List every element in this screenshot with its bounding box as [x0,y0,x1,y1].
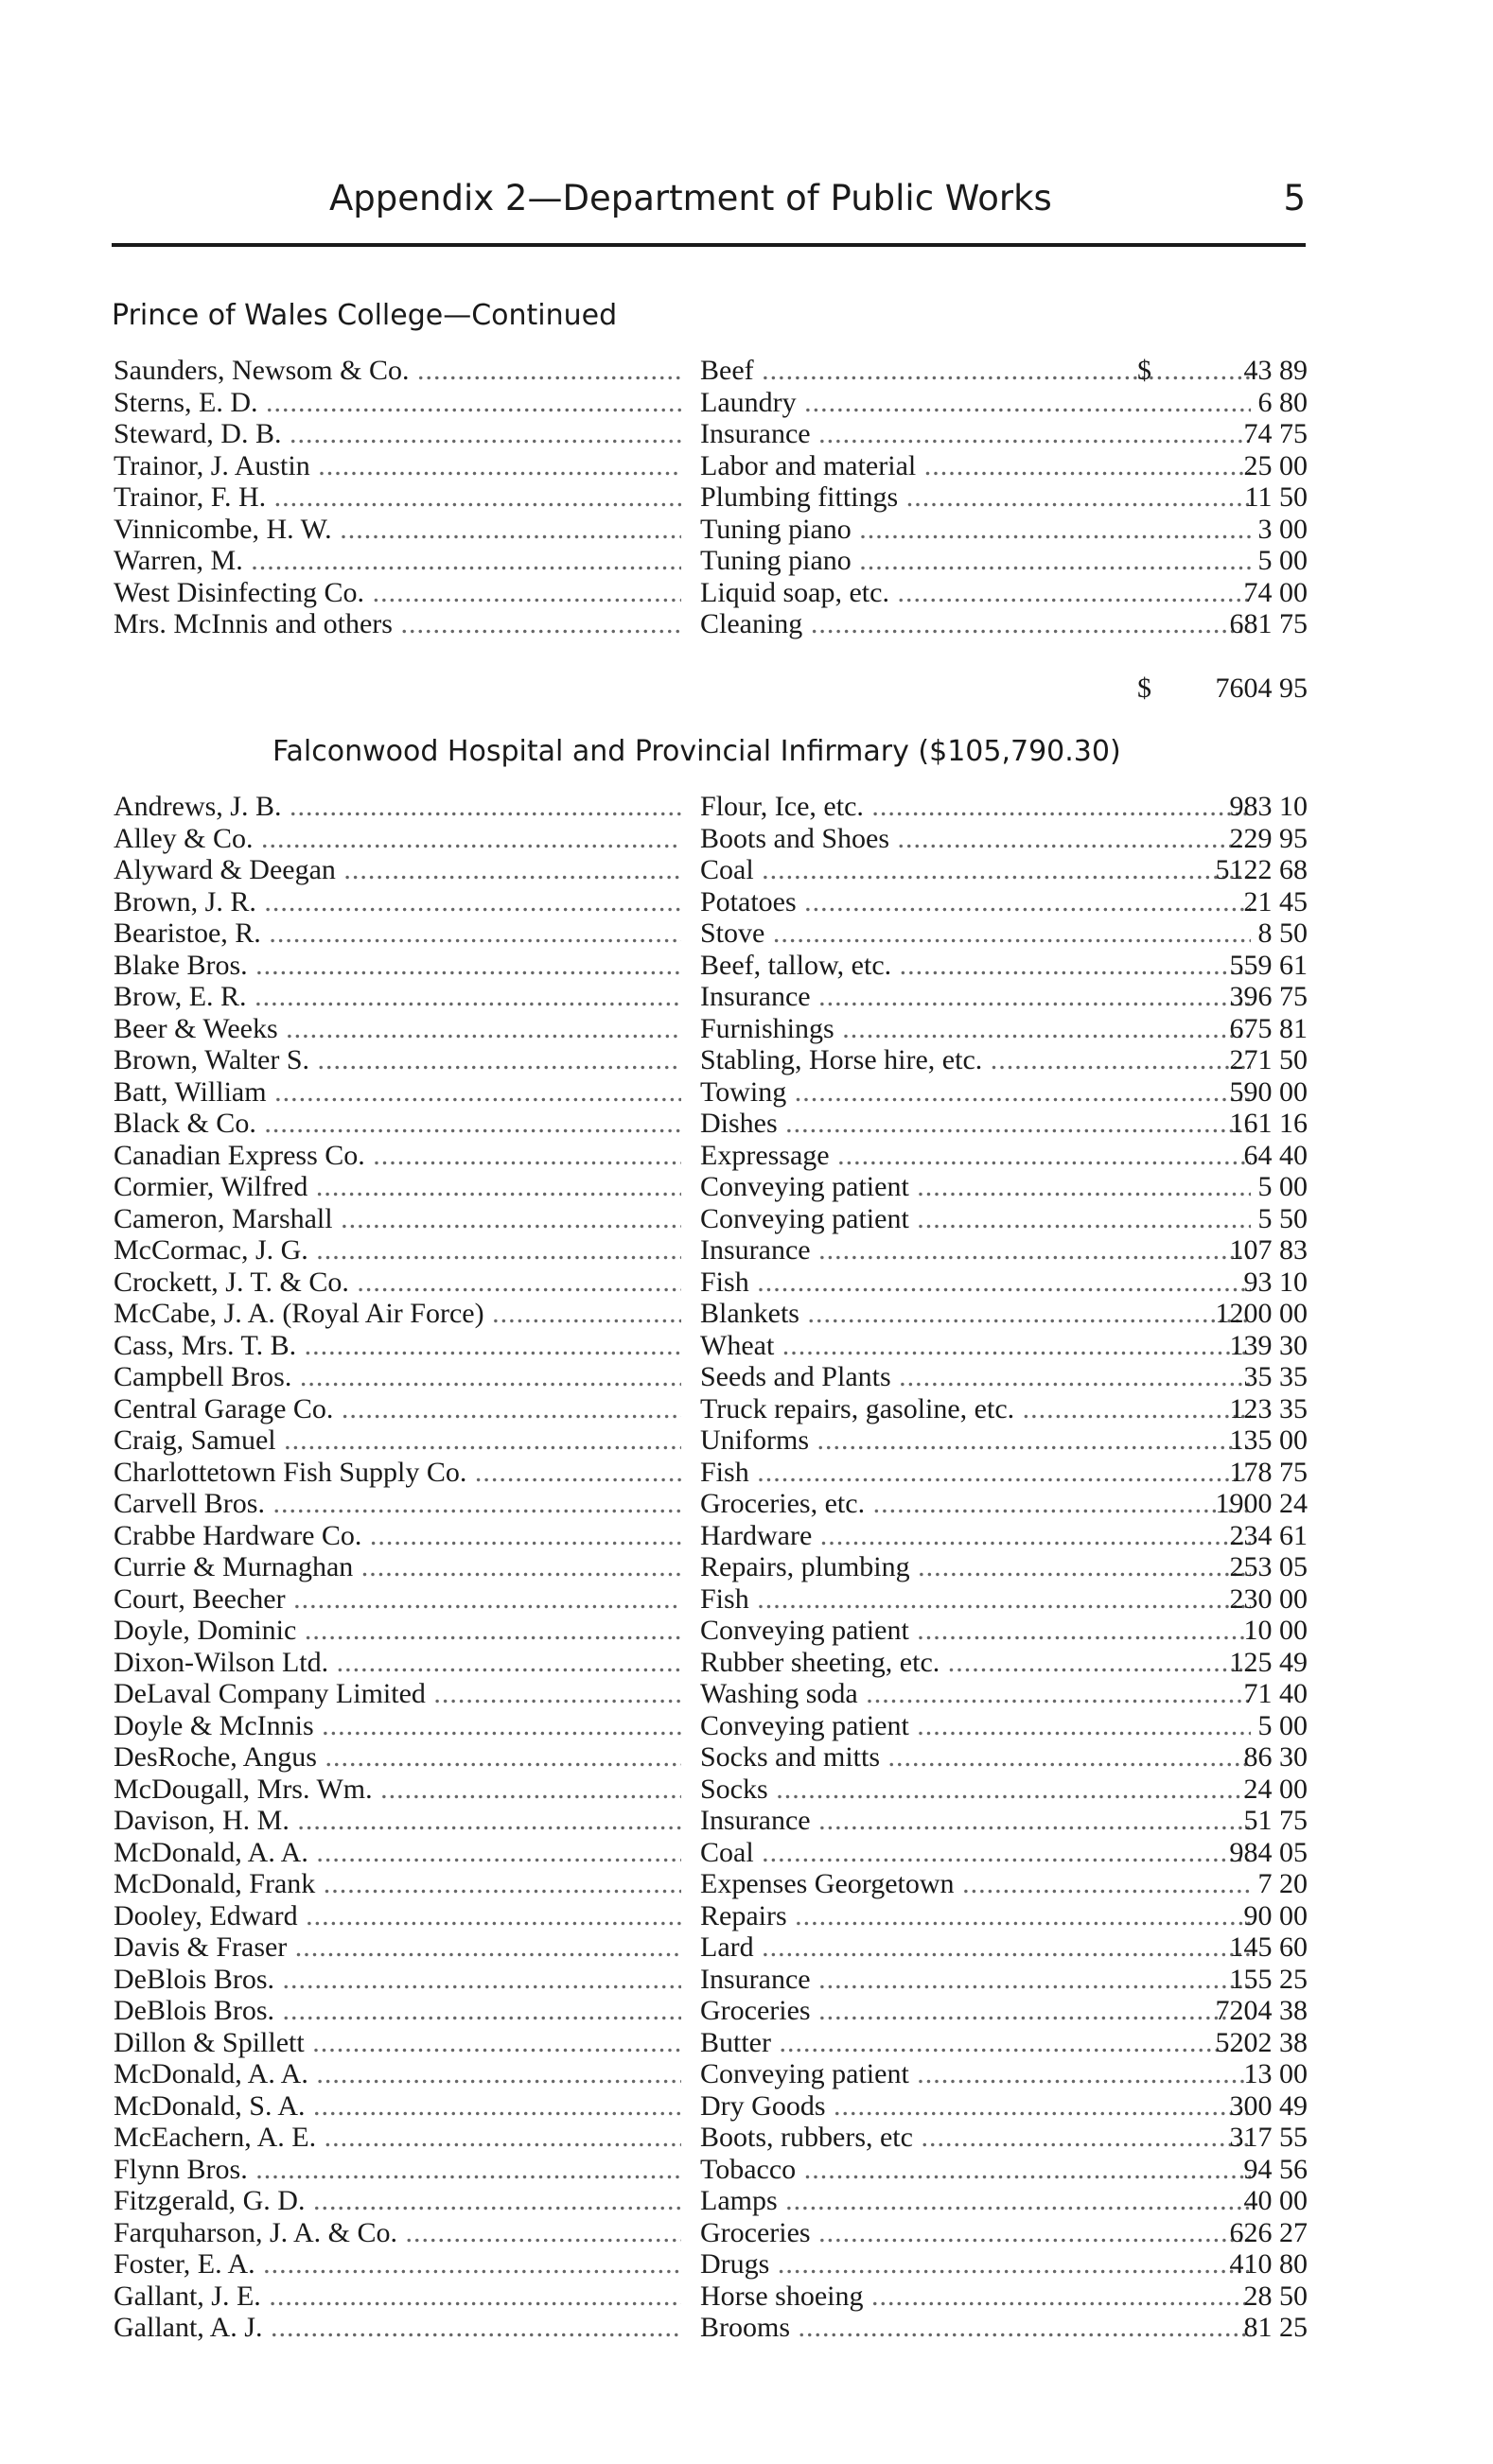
table-row [114,1583,1308,1616]
table-row [114,1964,1308,1996]
section-heading-falconwood: Falconwood Hospital and Provincial Infirmary ($105,790.30) [272,735,1121,768]
amount: 983 10 [1229,791,1308,822]
table-row [114,1203,1308,1235]
payee-name: Bearistoe, R. ..... [114,917,681,950]
expense-item: Conveying patient ..... [700,1171,1251,1203]
table-row [114,791,1308,823]
table-row [114,1710,1308,1742]
payee-name: Cass, Mrs. T. B. ..... [114,1330,681,1362]
table-row [114,1995,1308,2027]
table-row [114,2281,1308,2313]
expense-item: Expenses Georgetown ..... [700,1868,1251,1900]
payee-name: Currie & Murnaghan ..... [114,1551,681,1583]
table-row [114,1424,1308,1457]
expense-item: Seeds and Plants ..... [700,1361,1251,1393]
payee-name: Doyle, Dominic ..... [114,1615,681,1647]
amount: 5 00 [1257,545,1308,576]
expense-item: Horse shoeing ..... [700,2281,1251,2313]
payee-name: McEachern, A. E. ..... [114,2122,681,2154]
amount: 90 00 [1243,1899,1308,1931]
table-row [114,854,1308,886]
payee-name: Fitzgerald, G. D. ..... [114,2185,681,2217]
payee-name: Brow, E. R. ..... [114,981,681,1013]
payee-name: McDonald, Frank ..... [114,1868,681,1900]
amount: 71 40 [1243,1678,1308,1709]
expense-item: Repairs, plumbing ..... [700,1551,1251,1583]
table-row [114,2027,1308,2059]
expense-item: Wheat ..... [700,1330,1251,1362]
amount: 145 60 [1229,1931,1308,1963]
payee-name: Steward, D. B. ..... [114,418,681,450]
header-rule [112,243,1306,247]
amount: 317 55 [1229,2122,1308,2153]
expense-item: Butter ..... [700,2027,1251,2059]
payee-name: Craig, Samuel ..... [114,1424,681,1457]
expense-item: Tuning piano ..... [700,514,1251,546]
amount: 43 89 [1243,355,1308,386]
table-row [114,917,1308,950]
amount: 94 56 [1243,2153,1308,2185]
amount: 681 75 [1229,608,1308,639]
table-row [114,577,1308,609]
table-row [114,608,1308,640]
expense-item: Furnishings ..... [700,1013,1251,1045]
table-row [114,1741,1308,1774]
payee-name: Dillon & Spillett ..... [114,2027,681,2059]
amount: 6 80 [1257,386,1308,418]
payee-name: Gallant, A. J. ..... [114,2312,681,2344]
amount: 35 35 [1243,1361,1308,1392]
payee-name: Gallant, J. E. ..... [114,2281,681,2313]
expense-item: Blankets ..... [700,1298,1251,1330]
expense-item: Drugs ..... [700,2248,1251,2281]
expense-item: Washing soda ..... [700,1678,1251,1710]
payee-name: Brown, J. R. ..... [114,886,681,918]
payee-name: Davison, H. M. ..... [114,1805,681,1837]
payee-name: Trainor, J. Austin ..... [114,450,681,482]
table-row [114,1457,1308,1489]
expense-item: Beef ..... [700,355,1251,387]
table-row [114,823,1308,855]
table-row [114,1678,1308,1710]
expense-item: Coal ..... [700,1837,1251,1869]
amount: 74 00 [1243,576,1308,608]
expense-item: Flour, Ice, etc. ..... [700,791,1251,823]
total-dollar-sign: $ [1137,673,1151,704]
payee-name: Warren, M. ..... [114,545,681,577]
expense-item: Potatoes ..... [700,886,1251,918]
expense-item: Stove ..... [700,917,1251,950]
amount: 5 00 [1257,1709,1308,1741]
table-row [114,1076,1308,1109]
amount: 51 75 [1243,1805,1308,1836]
expense-item: Insurance ..... [700,1805,1251,1837]
payee-name: Beer & Weeks ..... [114,1013,681,1045]
expense-item: Towing ..... [700,1076,1251,1109]
amount: 8 50 [1257,917,1308,949]
amount: 5 00 [1257,1171,1308,1202]
table-row [114,481,1308,514]
payee-name: McDougall, Mrs. Wm. ..... [114,1774,681,1806]
table-row [114,886,1308,918]
payee-name: Batt, William ..... [114,1076,681,1109]
expense-item: Boots, rubbers, etc ..... [700,2122,1251,2154]
expense-item: Conveying patient ..... [700,1203,1251,1235]
expense-item: Groceries, etc. ..... [700,1488,1251,1520]
table-row [114,1900,1308,1932]
amount: 107 83 [1229,1234,1308,1266]
amount: 271 50 [1229,1044,1308,1075]
payee-name: Dooley, Edward ..... [114,1900,681,1932]
payee-name: Cormier, Wilfred ..... [114,1171,681,1203]
amount: 234 61 [1229,1519,1308,1551]
amount: 21 45 [1243,885,1308,917]
page-title: Appendix 2—Department of Public Works [329,178,1052,218]
expense-item: Insurance ..... [700,418,1251,450]
table-row [114,1837,1308,1869]
amount: 626 27 [1229,2216,1308,2248]
payee-name: Farquharson, J. A. & Co. ..... [114,2217,681,2249]
amount: 125 49 [1229,1646,1308,1678]
payee-name: McDonald, S. A. ..... [114,2090,681,2123]
amount: 178 75 [1229,1456,1308,1488]
amount: 410 80 [1229,2248,1308,2280]
amount: 93 10 [1243,1266,1308,1298]
payee-name: Saunders, Newsom & Co. ..... [114,355,681,387]
amount: 253 05 [1229,1551,1308,1582]
table-row [114,2090,1308,2123]
expense-item: Labor and material ..... [700,450,1251,482]
payee-name: Blake Bros. ..... [114,950,681,982]
amount: 3 00 [1257,513,1308,545]
section-prince-of-wales-rows [114,355,1308,640]
payee-name: Andrews, J. B. ..... [114,791,681,823]
payee-name: Black & Co. ..... [114,1108,681,1140]
table-row [114,545,1308,577]
payee-name: Campbell Bros. ..... [114,1361,681,1393]
table-row [114,1330,1308,1362]
amount: 1900 24 [1215,1488,1308,1519]
expense-item: Groceries ..... [700,1995,1251,2027]
expense-item: Socks and mitts ..... [700,1741,1251,1774]
expense-item: Fish ..... [700,1583,1251,1616]
payee-name: Brown, Walter S. ..... [114,1044,681,1076]
amount: 5 50 [1257,1202,1308,1234]
expense-item: Rubber sheeting, etc. ..... [700,1647,1251,1679]
payee-name: Doyle & McInnis ..... [114,1710,681,1742]
amount: 5122 68 [1215,854,1308,885]
expense-item: Tuning piano ..... [700,545,1251,577]
table-row [114,2154,1308,2186]
expense-item: Conveying patient ..... [700,2058,1251,2090]
table-row [114,2248,1308,2281]
expense-item: Truck repairs, gasoline, etc. ..... [700,1393,1251,1425]
expense-item: Socks ..... [700,1774,1251,1806]
table-row [114,1140,1308,1172]
expense-item: Repairs ..... [700,1900,1251,1932]
payee-name: Crockett, J. T. & Co. ..... [114,1267,681,1299]
payee-name: West Disinfecting Co. ..... [114,577,681,609]
amount: 559 61 [1229,949,1308,981]
table-row [114,2122,1308,2154]
expense-item: Beef, tallow, etc. ..... [700,950,1251,982]
amount: 25 00 [1243,449,1308,481]
expense-item: Tobacco ..... [700,2154,1251,2186]
amount: 161 16 [1229,1108,1308,1139]
table-row [114,355,1308,387]
expense-item: Dishes ..... [700,1108,1251,1140]
table-row [114,450,1308,482]
payee-name: Foster, E. A. ..... [114,2248,681,2281]
amount: 123 35 [1229,1392,1308,1424]
payee-name: Carvell Bros. ..... [114,1488,681,1520]
payee-name: Crabbe Hardware Co. ..... [114,1520,681,1552]
table-row [114,1551,1308,1583]
amount: 7 20 [1257,1868,1308,1899]
amount: 139 30 [1229,1329,1308,1361]
table-row [114,1868,1308,1900]
expense-item: Dry Goods ..... [700,2090,1251,2123]
expense-item: Uniforms ..... [700,1424,1251,1457]
table-row [114,1361,1308,1393]
payee-name: Cameron, Marshall ..... [114,1203,681,1235]
payee-name: Alyward & Deegan ..... [114,854,681,886]
payee-name: McDonald, A. A. ..... [114,1837,681,1869]
expense-item: Hardware ..... [700,1520,1251,1552]
amount: 135 00 [1229,1424,1308,1456]
table-row [114,1615,1308,1647]
table-row [114,1647,1308,1679]
amount: 81 25 [1243,2312,1308,2343]
table-row [114,1108,1308,1140]
expense-item: Boots and Shoes ..... [700,823,1251,855]
expense-item: Groceries ..... [700,2217,1251,2249]
table-row [114,418,1308,450]
page-number: 5 [1283,178,1306,218]
table-row [114,2217,1308,2249]
payee-name: Davis & Fraser ..... [114,1931,681,1964]
page-header [112,170,1306,246]
expense-item: Cleaning ..... [700,608,1251,640]
table-row [114,1488,1308,1520]
amount: 13 00 [1243,2058,1308,2089]
amount: 984 05 [1229,1836,1308,1868]
table-row [114,950,1308,982]
table-row [114,2185,1308,2217]
amount: 11 50 [1244,481,1308,513]
total-amount: 7604 95 [1215,673,1308,704]
payee-name: Canadian Express Co. ..... [114,1140,681,1172]
table-row [114,1931,1308,1964]
amount: 7204 38 [1215,1995,1308,2026]
expense-item: Insurance ..... [700,981,1251,1013]
amount: 86 30 [1243,1741,1308,1773]
table-row [114,1044,1308,1076]
expense-item: Liquid soap, etc. ..... [700,577,1251,609]
table-row [114,387,1308,419]
payee-name: Mrs. McInnis and others ..... [114,608,681,640]
expense-item: Brooms ..... [700,2312,1251,2344]
amount: 64 40 [1243,1139,1308,1171]
payee-name: Trainor, F. H. ..... [114,481,681,514]
expense-item: Stabling, Horse hire, etc. ..... [700,1044,1251,1076]
payee-name: McDonald, A. A. ..... [114,2058,681,2090]
table-row [114,1234,1308,1267]
amount: 396 75 [1229,981,1308,1012]
table-row [114,1393,1308,1425]
expense-item: Fish ..... [700,1457,1251,1489]
payee-name: Central Garage Co. ..... [114,1393,681,1425]
table-row [114,1171,1308,1203]
expense-item: Plumbing fittings ..... [700,481,1251,514]
expense-item: Expressage ..... [700,1140,1251,1172]
amount: 155 25 [1229,1963,1308,1995]
expense-item: Lamps ..... [700,2185,1251,2217]
expense-item: Laundry ..... [700,387,1251,419]
amount: 10 00 [1243,1615,1308,1646]
amount: 230 00 [1229,1582,1308,1615]
dollar-sign: $ [1137,355,1151,386]
payee-name: DeLaval Company Limited ..... [114,1678,681,1710]
amount: 28 50 [1243,2280,1308,2312]
table-row [114,981,1308,1013]
expense-item: Fish ..... [700,1267,1251,1299]
amount: 74 75 [1243,418,1308,449]
table-row [114,1013,1308,1045]
amount: 675 81 [1229,1012,1308,1044]
amount: 1200 00 [1215,1298,1308,1329]
payee-name: McCabe, J. A. (Royal Air Force) ..... [114,1298,681,1330]
expense-item: Conveying patient ..... [700,1615,1251,1647]
payee-name: DesRoche, Angus ..... [114,1741,681,1774]
table-row [114,1520,1308,1552]
section-falconwood-rows [114,791,1308,2344]
amount: 229 95 [1229,822,1308,854]
table-row [114,2058,1308,2090]
table-row [114,2312,1308,2344]
payee-name: Alley & Co. ..... [114,823,681,855]
expense-item: Lard ..... [700,1931,1251,1964]
expense-item: Conveying patient ..... [700,1710,1251,1742]
amount: 300 49 [1229,2089,1308,2122]
section-heading-prince-of-wales: Prince of Wales College—Continued [112,299,618,332]
amount: 5202 38 [1215,2026,1308,2058]
amount: 590 00 [1229,1075,1308,1108]
payee-name: Flynn Bros. ..... [114,2154,681,2186]
expense-item: Insurance ..... [700,1234,1251,1267]
payee-name: Sterns, E. D. ..... [114,387,681,419]
table-row [114,1774,1308,1806]
amount: 40 00 [1243,2185,1308,2216]
table-row [114,1298,1308,1330]
expense-item: Coal ..... [700,854,1251,886]
payee-name: DeBlois Bros. ..... [114,1995,681,2027]
payee-name: Dixon-Wilson Ltd. ..... [114,1647,681,1679]
payee-name: Vinnicombe, H. W. ..... [114,514,681,546]
expense-item: Insurance ..... [700,1964,1251,1996]
table-row [114,1267,1308,1299]
table-row [114,514,1308,546]
table-row [114,1805,1308,1837]
payee-name: Charlottetown Fish Supply Co. ..... [114,1457,681,1489]
payee-name: McCormac, J. G. ..... [114,1234,681,1267]
section-total-row [114,672,1308,706]
payee-name: DeBlois Bros. ..... [114,1964,681,1996]
amount: 24 00 [1243,1773,1308,1805]
payee-name: Court, Beecher ..... [114,1583,681,1616]
